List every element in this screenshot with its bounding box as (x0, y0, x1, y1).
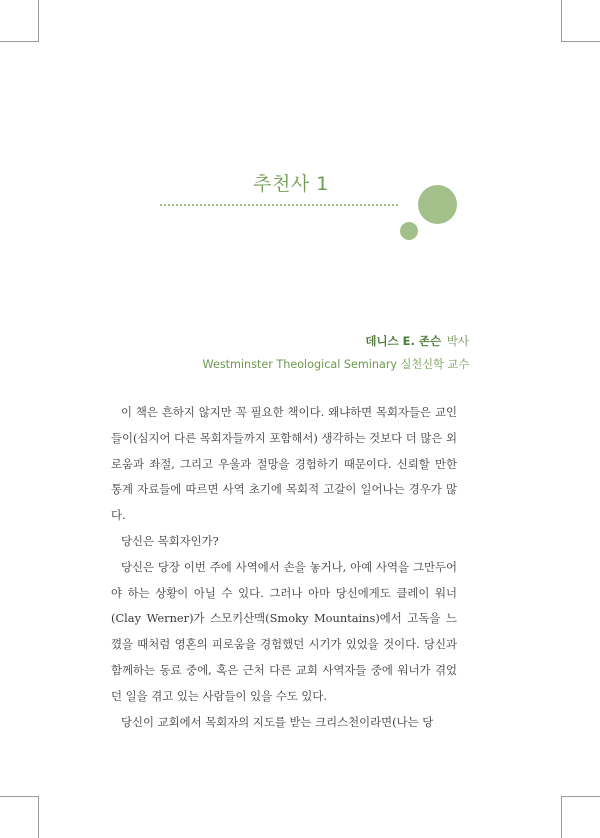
chapter-title: 추천사 1 (253, 173, 329, 195)
crop-mark-top-left-h (0, 41, 38, 42)
paragraph: 이 책은 흔하지 않지만 꼭 필요한 책이다. 왜냐하면 목회자들은 교인들이(심지어 다른 목회자들까지 포함해서) 생각하는 것보다 더 많은 외로움과 좌절, 그리고 우울과 절망을 경험하기 때문이다. 신뢰할 만한 통계 자료들에 따르면 사역 초기에 목회적 고갈이 일어나는 경우가 많다. (111, 405, 457, 523)
author-line (365, 333, 469, 349)
crop-mark-top-right-h (562, 41, 600, 42)
paragraph: 당신이 교회에서 목회자의 지도를 받는 크리스천이라면(나는 당 (121, 714, 434, 729)
author-affiliation: Westminster Theological Seminary 실천신학 교수 (202, 358, 469, 371)
crop-mark-bottom-right-v (561, 796, 562, 838)
crop-mark-bottom-left-h (0, 796, 38, 797)
author-honorific: 박사 (446, 334, 469, 348)
crop-mark-bottom-left-v (38, 796, 39, 838)
decorative-circle-large (418, 185, 457, 224)
title-dotted-rule (160, 204, 398, 206)
paragraph: 당신은 목회자인가? (121, 533, 219, 548)
paragraph: 당신은 당장 이번 주에 사역에서 손을 놓거나, 아예 사역을 그만두어야 하는 상황이 아닐 수 있다. 그러나 아마 당신에게도 클레이 워너(Clay Werner)가 스모키산맥(Smoky Mountains)에서 고독을 느꼈을 때처럼 영혼의 피로움을 경험했던 시기가 있었을 것이다. 당신과 함께하는 동료 중에, 혹은 근처 다른 교회 사역자들 중에 워너가 겪었던 일을 겪고 있는 사람들이 있을 수도 있다. (111, 559, 457, 703)
body-text (111, 400, 457, 735)
crop-mark-top-right-v (561, 0, 562, 42)
crop-mark-bottom-right-h (562, 796, 600, 797)
crop-mark-top-left-v (38, 0, 39, 42)
author-name: 데니스 E. 존슨 (365, 334, 442, 348)
decorative-circle-small (400, 222, 418, 240)
